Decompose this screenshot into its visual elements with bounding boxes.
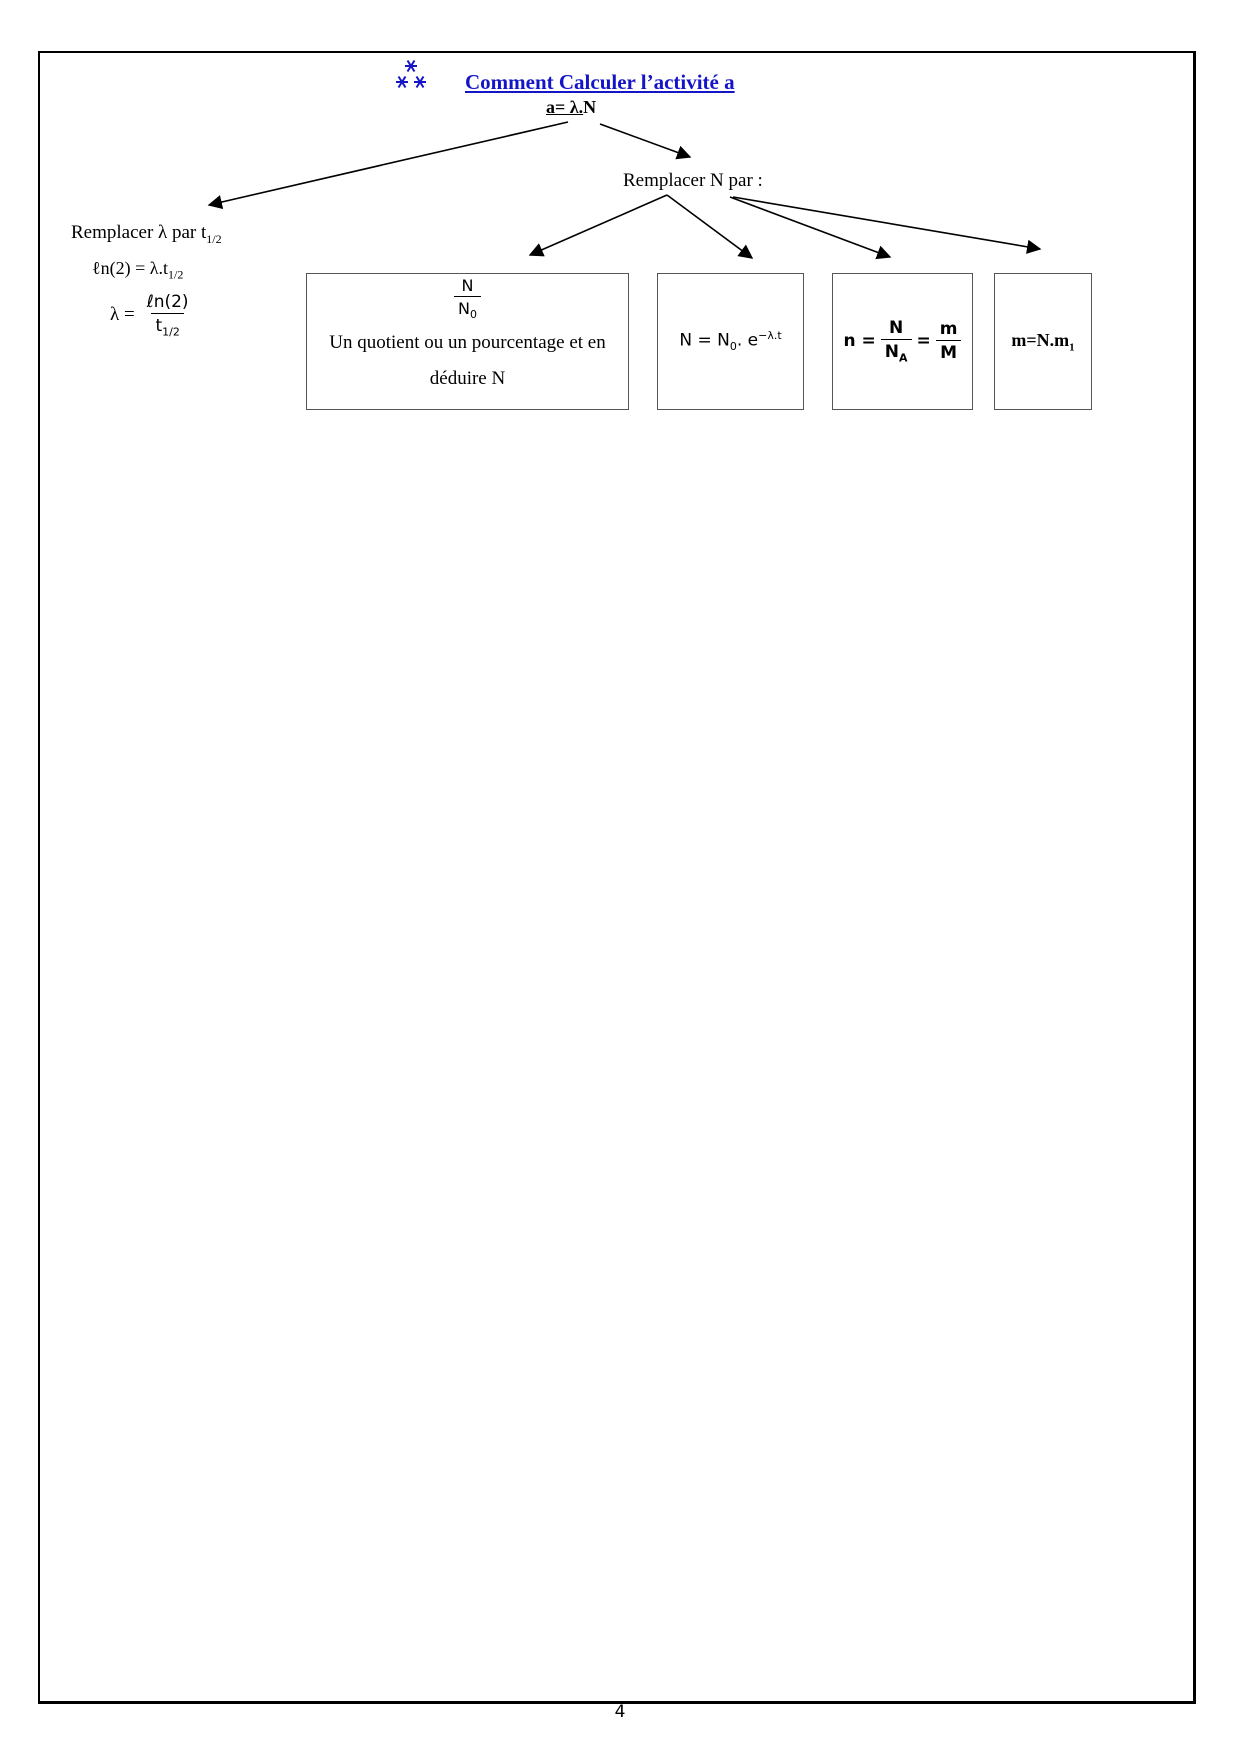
replace-lambda-label	[71, 222, 222, 247]
ln2-relation	[92, 258, 183, 283]
ratio-box	[306, 273, 629, 410]
lambda-lhs: λ =	[110, 304, 135, 326]
lambda-denominator: $t_{1/2}$	[151, 313, 183, 338]
moles-equation	[844, 318, 962, 364]
mass-equation: $m=N.m_1$	[1011, 329, 1075, 354]
ln2-relation-sub: 1/2	[168, 267, 184, 282]
decay-equation: $N = N_0$. $e^{-\lambda.t}$	[679, 329, 782, 354]
ratio-fraction	[454, 276, 481, 321]
ln2-relation-text: ℓn(2) = λ.t	[92, 258, 168, 278]
moles-box	[832, 273, 973, 410]
activity-formula-prefix: a= λ.	[546, 97, 584, 117]
ratio-denominator: $N_0$	[454, 296, 481, 321]
lambda-fraction	[143, 292, 193, 338]
replace-lambda-sub: 1/2	[206, 231, 222, 246]
ratio-numerator: N	[461, 276, 474, 295]
decay-box	[657, 273, 804, 410]
moles-fraction-1: $\frac{N}{N_A}$	[881, 318, 912, 364]
mass-box	[994, 273, 1092, 410]
replace-n-label: Remplacer N par :	[623, 170, 763, 191]
activity-formula-suffix: N	[583, 97, 597, 117]
moles-equals: =	[916, 331, 931, 352]
asterism-icon	[394, 58, 428, 92]
ratio-description: Un quotient ou un pourcentage et en déduire N	[329, 332, 606, 390]
activity-formula	[546, 97, 596, 118]
page-title: Comment Calculer l’activité a	[465, 70, 735, 94]
moles-fraction-2: $\frac{m}{M}$	[936, 319, 962, 363]
page-number: 4	[614, 1702, 626, 1722]
replace-lambda-text: Remplacer λ par t	[71, 222, 207, 243]
lambda-numerator: ℓn(2)	[146, 292, 189, 312]
lambda-equation	[110, 292, 193, 338]
moles-lhs: n =	[843, 331, 876, 352]
